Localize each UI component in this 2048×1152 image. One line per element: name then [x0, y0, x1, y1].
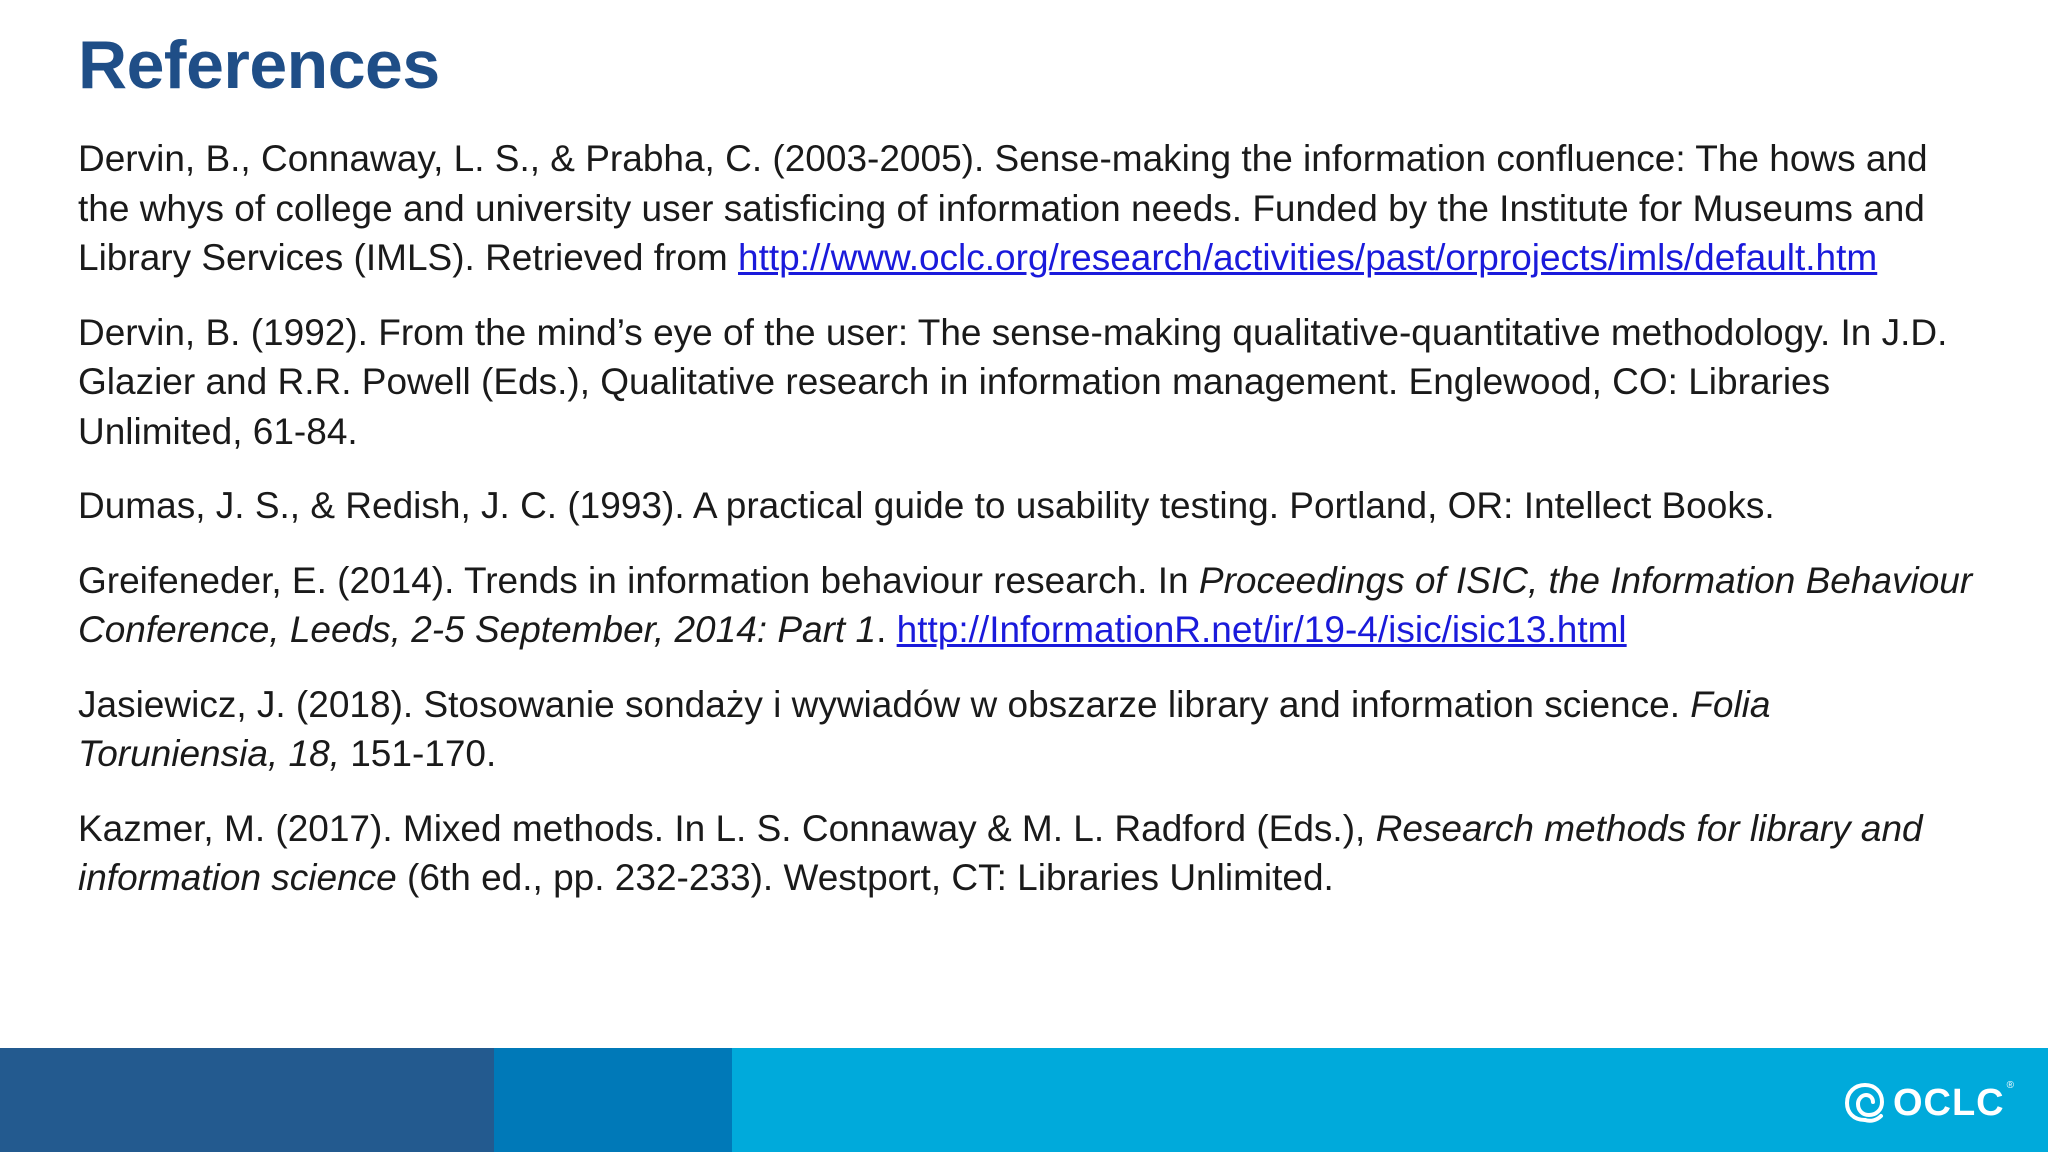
- reference-text: (6th ed., pp. 232-233). Westport, CT: Libraries Unlimited.: [396, 857, 1334, 898]
- reference-title-italic: Research methods for library and information science: [78, 807, 1923, 898]
- reference-link[interactable]: http://www.oclc.org/research/activities/past/orprojects/imls/default.htm: [738, 237, 1878, 278]
- reference-title-italic: Proceedings of ISIC, the Information Behaviour Conference, Leeds, 2-5 September, 2014: Part 1: [78, 559, 1973, 650]
- reference-text: Greifeneder, E. (2014). Trends in information behaviour research. In: [78, 559, 1199, 601]
- reference-text: Dumas, J. S., & Redish, J. C. (1993). A practical guide to usability testing. Portland, OR: Intellect Books.: [78, 485, 1775, 526]
- reference-text: Dervin, B. (1992). From the mind’s eye of the user: The sense-making qualitative-quantitative methodology. In J.D. Glazier and R.R. Powell (Eds.), Qualitative research in information management. Englewood, CO: Libraries Unlimited, 61-84.: [78, 311, 1948, 452]
- reference-text: Dervin, B., Connaway, L. S., & Prabha, C. (2003-2005). Sense-making the information confluence: The hows and the whys of college and university user satisficing of information needs. Funded by the Institute for Museums and Library Services (IMLS). Retrieved from: [78, 138, 1928, 278]
- reference-item: [78, 134, 1978, 283]
- slide-title: References: [78, 27, 440, 103]
- reference-list: [78, 134, 1978, 928]
- reference-item: [78, 680, 1978, 779]
- reference-item: [78, 804, 1978, 903]
- oclc-logo: [1843, 1080, 2014, 1126]
- oclc-spiral-logo-icon: [1843, 1080, 1887, 1126]
- reference-text: Kazmer, M. (2017). Mixed methods. In L. S. Connaway & M. L. Radford (Eds.),: [78, 807, 1376, 849]
- footer-band-mid-blue: [494, 1048, 732, 1152]
- reference-item: [78, 308, 1978, 457]
- reference-title-italic: Folia Toruniensia, 18,: [78, 683, 1771, 774]
- reference-item: [78, 481, 1978, 531]
- trademark-symbol: ®: [2006, 1080, 2014, 1091]
- reference-text: .: [876, 609, 897, 650]
- reference-text: Jasiewicz, J. (2018). Stosowanie sondaży i wywiadów w obszarze library and information science.: [78, 683, 1691, 725]
- reference-item: [78, 556, 1978, 655]
- footer-bar: [0, 1048, 2048, 1152]
- oclc-logo-text: OCLC: [1892, 1081, 2005, 1124]
- reference-text: 151-170.: [339, 733, 497, 774]
- footer-band-dark-blue: [0, 1048, 494, 1152]
- reference-link[interactable]: http://InformationR.net/ir/19-4/isic/isic13.html: [896, 609, 1627, 650]
